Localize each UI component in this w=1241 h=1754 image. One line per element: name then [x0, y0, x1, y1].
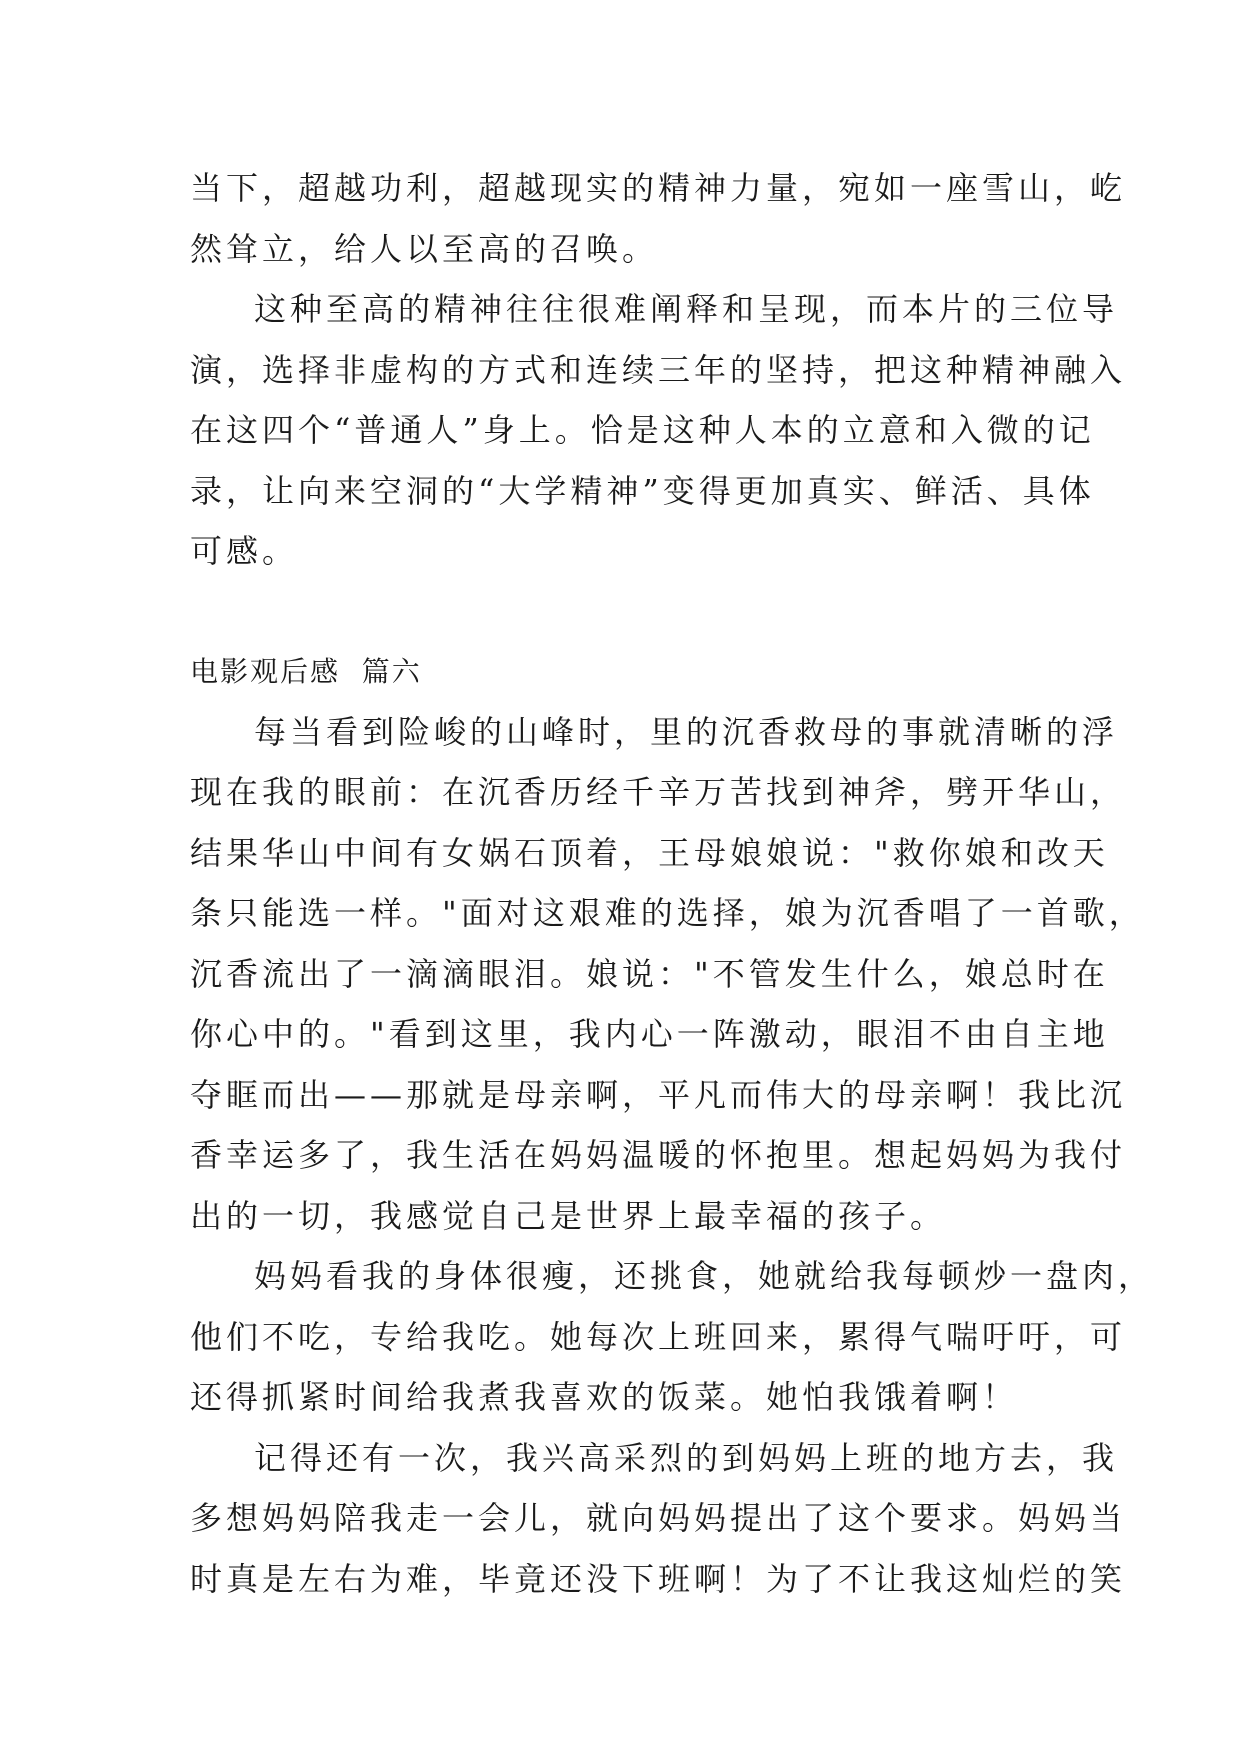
text-line: 香幸运多了，我生活在妈妈温暖的怀抱里。想起妈妈为我付: [190, 1136, 1127, 1174]
text-line: 记得还有一次，我兴高采烈的到妈妈上班的地方去，我: [254, 1438, 1119, 1477]
text-line: 条只能选一样。"面对这艰难的选择，娘为沉香唱了一首歌，: [190, 894, 1145, 932]
text-line: 在这四个“普通人”身上。恰是这种人本的立意和入微的记: [190, 411, 1095, 449]
text-line: 还得抓紧时间给我煮我喜欢的饭菜。她怕我饿着啊！: [190, 1378, 1019, 1416]
document-body: [190, 158, 1155, 1609]
section-heading: 电影观后感 篇六: [190, 654, 422, 688]
paragraph: [190, 1428, 1127, 1610]
text-line: 他们不吃，专给我吃。她每次上班回来，累得气喘吁吁，可: [190, 1317, 1127, 1356]
text-line: 录，让向来空洞的“大学精神”变得更加真实、鲜活、具体: [190, 471, 1095, 510]
text-line: 结果华山中间有女娲石顶着，王母娘娘说："救你娘和改天: [190, 833, 1109, 872]
text-line: 出的一切，我感觉自己是世界上最幸福的孩子。: [190, 1196, 947, 1235]
text-line: 然耸立，给人以至高的召唤。: [190, 229, 659, 268]
text-line: 时真是左右为难，毕竟还没下班啊！为了不让我这灿烂的笑: [190, 1559, 1127, 1598]
paragraph: [190, 702, 1145, 1247]
text-line: 你心中的。"看到这里，我内心一阵激动，眼泪不由自主地: [190, 1015, 1109, 1053]
text-line: 现在我的眼前：在沉香历经千辛万苦找到神斧，劈开华山，: [190, 773, 1127, 811]
text-line: 当下，超越功利，超越现实的精神力量，宛如一座雪山，屹: [190, 169, 1127, 207]
text-line: 妈妈看我的身体很瘦，还挑食，她就给我每顿炒一盘肉，: [254, 1257, 1155, 1295]
text-line: 演，选择非虚构的方式和连续三年的坚持，把这种精神融入: [190, 350, 1127, 389]
text-line: 可感。: [190, 532, 299, 570]
text-line: 这种至高的精神往往很难阐释和呈现，而本片的三位导: [254, 290, 1119, 328]
text-line: 每当看到险峻的山峰时，里的沉香救母的事就清晰的浮: [254, 712, 1119, 751]
text-line: 沉香流出了一滴滴眼泪。娘说："不管发生什么，娘总时在: [190, 954, 1109, 993]
paragraph: [190, 158, 1127, 279]
text-line: 多想妈妈陪我走一会儿，就向妈妈提出了这个要求。妈妈当: [190, 1499, 1127, 1537]
text-line: 夺眶而出——那就是母亲啊，平凡而伟大的母亲啊！我比沉: [190, 1075, 1127, 1114]
section-spacer: [190, 582, 1050, 642]
paragraph: [190, 279, 1127, 582]
paragraph: [190, 1246, 1155, 1428]
